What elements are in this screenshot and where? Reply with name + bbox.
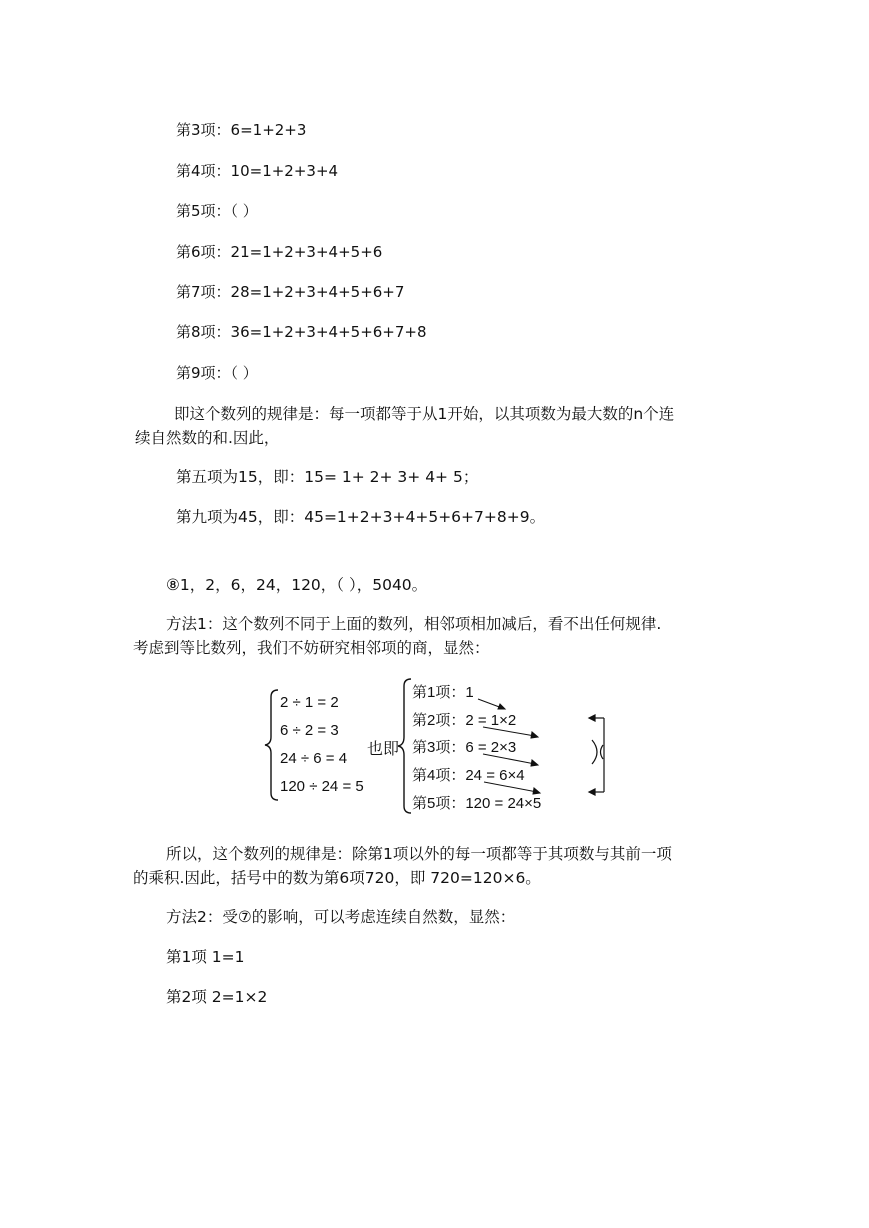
problem-8-sequence: ⑧1，2，6，24，120，（ ），5040。 [166,576,428,594]
method-2-term-1: 第1项 1=1 [166,948,245,966]
side-bracket [589,715,604,795]
conclusion-line-1: 所以，这个数列的规律是：除第1项以外的每一项都等于其项数与其前一项 [166,845,672,863]
method-1-line-1: 方法1：这个数列不同于上面的数列，相邻项相加减后，看不出任何规律. [166,615,662,633]
term-line-6: 第6项：21=1+2+3+4+5+6 [176,243,383,261]
quotient-line-1: 2 ÷ 1 = 2 [280,694,339,711]
product-line-1: 第1项：1 [412,684,474,701]
quotient-line-4: 120 ÷ 24 = 5 [280,778,364,795]
answer-fifth-term: 第五项为15，即：15= 1+ 2+ 3+ 4+ 5； [176,468,479,486]
quotient-line-3: 24 ÷ 6 = 4 [280,750,348,767]
method-2-term-2: 第2项 2=1×2 [166,988,268,1006]
rule-paragraph-line-1: 即这个数列的规律是：每一项都等于从1开始，以其项数为最大数的n个连 [174,405,675,423]
left-brace [265,690,278,800]
quotient-line-2: 6 ÷ 2 = 3 [280,722,339,739]
term-line-7: 第7项：28=1+2+3+4+5+6+7 [176,283,405,301]
term-line-9: 第9项：（ ） [176,364,258,382]
answer-ninth-term: 第九项为45，即：45=1+2+3+4+5+6+7+8+9。 [176,508,546,526]
product-line-2: 第2项：2 = 1×2 [412,712,517,729]
term-line-5: 第5项：（ ） [176,202,258,220]
term-line-3: 第3项：6=1+2+3 [176,121,307,139]
product-line-3: 第3项：6 = 2×3 [412,739,517,756]
method-2-line: 方法2：受⑦的影响，可以考虑连续自然数，显然： [166,908,516,926]
also-label: 也即 [367,741,400,758]
conclusion-line-2: 的乘积.因此，括号中的数为第6项720，即 720=120×6。 [133,869,541,887]
method-1-line-2: 考虑到等比数列，我们不妨研究相邻项的商，显然： [133,639,490,657]
diagonal-arrows [478,699,540,794]
rule-paragraph-line-2: 续自然数的和.因此， [135,429,280,447]
term-line-8: 第8项：36=1+2+3+4+5+6+7+8 [176,323,427,341]
term-line-4: 第4项：10=1+2+3+4 [176,162,339,180]
product-line-5: 第5项：120 = 24×5 [412,795,542,812]
product-line-4: 第4项：24 = 6×4 [412,767,525,784]
right-brace [398,679,411,813]
